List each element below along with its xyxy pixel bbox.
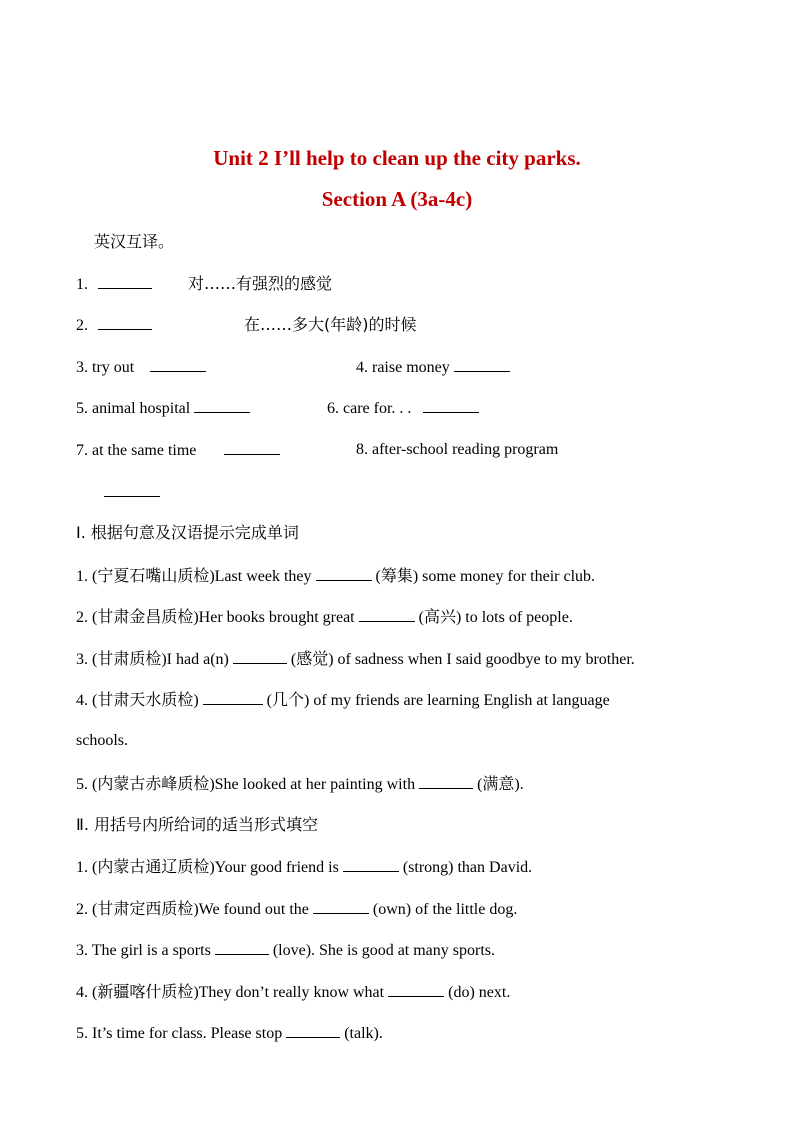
answer-blank[interactable]: [419, 774, 473, 789]
question-text: 5. (内蒙古赤峰质检)She looked at her painting with: [76, 776, 420, 793]
question-hint: (几个) of my friends are learning English at language: [266, 692, 610, 709]
answer-blank[interactable]: [313, 899, 369, 914]
item-number: 6.: [327, 400, 339, 417]
question-text: 1. (内蒙古通辽质检)Your good friend is: [76, 859, 343, 876]
answer-blank[interactable]: [98, 274, 152, 289]
item-text: at the same time: [92, 442, 197, 459]
item-text: raise money: [372, 359, 450, 376]
item-text: after-school reading program: [372, 441, 559, 458]
question-hint: (own) of the little dog.: [372, 901, 518, 918]
answer-blank[interactable]: [150, 357, 206, 372]
question-hint: (筹集) some money for their club.: [375, 568, 596, 585]
list-item: [76, 398, 250, 419]
unit-title: Unit 2 I’ll help to clean up the city parks.: [213, 146, 581, 170]
list-item: [76, 315, 152, 336]
question-hint: (strong) than David.: [402, 859, 533, 876]
question-hint: (love). She is good at many sports.: [272, 942, 496, 959]
answer-blank[interactable]: [343, 857, 399, 872]
item-text: 对……有强烈的感觉: [188, 274, 333, 293]
answer-blank[interactable]: [454, 357, 510, 372]
answer-blank[interactable]: [286, 1023, 340, 1038]
answer-line: [104, 482, 160, 503]
item-number: 3.: [76, 359, 88, 376]
answer-blank[interactable]: [224, 440, 280, 455]
item-number: 2.: [76, 317, 88, 334]
question-row: [76, 982, 510, 1003]
list-item: [76, 274, 152, 295]
answer-blank[interactable]: [98, 315, 152, 330]
question-text: 3. (甘肃质检)I had a(n): [76, 651, 233, 668]
item-text: 在……多大(年龄)的时候: [244, 315, 417, 334]
question-row: [76, 1023, 383, 1044]
question-text: 4. (新疆喀什质检)They don’t really know what: [76, 984, 389, 1001]
answer-blank[interactable]: [316, 566, 372, 581]
question-row: [76, 774, 524, 795]
question-row: [76, 899, 517, 920]
question-text: 4. (甘肃天水质检): [76, 692, 199, 709]
item-number: 7.: [76, 442, 88, 459]
item-text: try out: [92, 359, 135, 376]
question-row: [76, 566, 595, 587]
question-hint: (感觉) of sadness when I said goodbye to my brother.: [290, 651, 635, 668]
item-text: care for. . .: [343, 400, 412, 417]
question-row: [76, 690, 610, 711]
question-text: 2. (甘肃金昌质检)Her books brought great: [76, 609, 359, 626]
question-hint: (do) next.: [448, 984, 511, 1001]
answer-blank[interactable]: [423, 398, 479, 413]
answer-blank[interactable]: [359, 607, 415, 622]
part0-heading: 英汉互译。: [94, 232, 175, 251]
answer-blank[interactable]: [233, 649, 287, 664]
item-number: 8.: [356, 441, 368, 458]
list-item: [76, 357, 206, 378]
answer-blank[interactable]: [104, 482, 160, 497]
question-text: 3. The girl is a sports: [76, 942, 215, 959]
item-number: 4.: [356, 359, 368, 376]
question-text: 5. It’s time for class. Please stop: [76, 1025, 287, 1042]
question-row: [76, 607, 573, 628]
list-item: [356, 357, 510, 378]
list-item: [76, 440, 280, 461]
item-number: 5.: [76, 400, 88, 417]
question-row: [76, 940, 495, 961]
question-text: 2. (甘肃定西质检)We found out the: [76, 901, 313, 918]
question-row: [76, 857, 532, 878]
answer-blank[interactable]: [215, 940, 269, 955]
item-text: animal hospital: [92, 400, 191, 417]
answer-blank[interactable]: [194, 398, 250, 413]
answer-blank[interactable]: [388, 982, 444, 997]
list-item: [356, 440, 558, 460]
question-hint: (满意).: [477, 776, 524, 793]
answer-blank[interactable]: [203, 690, 263, 705]
question-row: [76, 649, 635, 670]
question-text: 1. (宁夏石嘴山质检)Last week they: [76, 568, 316, 585]
item-number: 1.: [76, 276, 88, 293]
list-item: [327, 398, 479, 419]
question-hint: (talk).: [344, 1025, 383, 1042]
part2-heading: Ⅱ. 用括号内所给词的适当形式填空: [76, 815, 319, 834]
section-title: Section A (3a-4c): [321, 187, 473, 211]
part1-heading: Ⅰ. 根据句意及汉语提示完成单词: [76, 523, 299, 542]
question-hint: (高兴) to lots of people.: [418, 609, 573, 626]
question-continuation: schools.: [76, 732, 128, 749]
